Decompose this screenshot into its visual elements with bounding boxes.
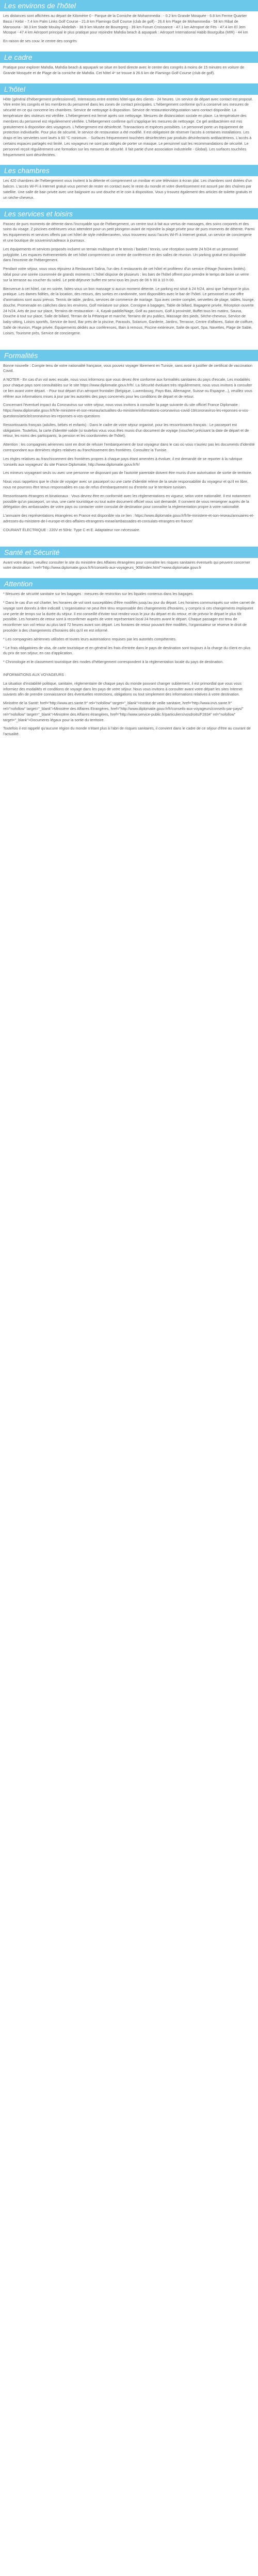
hotel-paragraph-1: Hôte (général d'hébergement professionnel). Interrasses entre entrées hôtel-spa des clients - 24 heures. Un service de départ avec contact est proposé. Vitre entre les congrès et les membres du personnel dans les zones de contact principales. L'hébergement conforme qu'il a conservé ses mesures de sécurité en ce qui concerne les chambres. Service de nettoyage à disposition. Service de restauration/dégustation sans contact disponible. La température des visiteurs est vérifiée. L'hébergement est fermé après son nettoyage. Mesures de distanciation sociale en place. La température des membres du personnel est régulièrement vérifiée. L'hébergement confirme qu'il s'applique les mesures de nettoyage. Ce gel antibactérien est mis gratuitement à disposition des voyageurs. L'hébergement est désinfecté. Transactions et espèces possibles. Le personnel porte un équipement de protection individuelle. Pour plus de sécurité, le service de restauration a été modifié. Il est obligatoire de réserver l'accès à certaines installations. Les draps et les serviettes sont lavés à 60 °C minimum. - Surfaces fréquemment touchées désinfectées par produits désinfectants antibactériens. L'accès à certains espaces partagés est limité. Les voyageurs ne sont pas obligés de porter un masque. Le personnel suit les recommandations de sécurité. Le personnel reçoit régulièrement une formation sur les mesures de sécurité. Il fait partie d'une association industrielle - Global). Les surfaces touchées fréquemment sont désinfectées.	[3, 96, 253, 157]
section-sante	[0, 547, 258, 579]
section-environs	[0, 0, 258, 52]
formalites-paragraph-4: Ressortissants français (adultes, bébés et enfants) : Dans le cadre de votre séjour organisé, pour les ressortissants français : Le passeport est obligatoire. Toutefois, la carte d'identité valide (si toutefois vous vous êtes munis d'un document de voyage (voucher) précisant la date de départ et de retour, les noms des participants, la pension et les coordonnées de l'hôtel).	[3, 422, 249, 438]
infos-paragraph-1: La situation d'instabilité politique, sanitaire, réglementaire de chaque pays du monde pouvant changer subitement, il est primordial que vous vous informiez des modalités et conditions de voyage dans les pays de votre séjour. Nous vous invitons à consulter avant votre départ les sites Internet suivants afin de prendre connaissance des éventuelles restrictions, obligations ou tout simplement des informations relatives à votre destination.	[3, 681, 243, 697]
section-formalites	[0, 350, 258, 540]
section-hotel	[0, 83, 258, 165]
section-services	[0, 208, 258, 344]
section-title-environs: Les environs de l'hôtel	[0, 0, 258, 11]
section-attention	[0, 578, 258, 672]
formalites-paragraph-6: Les règles relatives au franchissement des frontières propres à chaque pays étant amenées à évoluer, il est demandé de se reporter à la rubrique 'conseils aux voyageurs' du site France Diplomatie, http://www.diplomatie.gouv.fr/fr/	[3, 456, 243, 467]
attention-paragraph-2: * Dans le cas d'un vol charter, les horaires de vol sont susceptibles d'être modifiés jusqu'au jour du départ. Les horaires communiqués sur votre carnet de voyage sont donnés à titre indicatif. L'organisateur ne peut être tenu responsable des changements d'horaires, y compris si ces changements impliquent une perte de temps sur la durée du séjour. Il est conseillé d'éviter tout rendez-vous le jour du départ et du retour, et de prévoir le départ le plus tôt possible. Les horaires de retour sont à reconfirmer auprès de votre représentant local 24 heures avant le départ. Chaque passager est tenu de reconfirmer son vol retour au plus tard 72 heures avant son départ. Les horaires de retour pouvant être modifiés, l'organisateur se réserve le droit de procéder à des changements d'horaires dès qu'il en est informé.	[3, 600, 255, 633]
section-title-hotel: L'hôtel	[0, 83, 258, 95]
section-cadre	[0, 52, 258, 83]
formalites-paragraph-5: Attention : les compagnies aériennes sont en droit de refuser l'embarquement de tout voyageur dans le cas où vous n'auriez pas les documents d'identité correspondant aux dernières règles relatives au franchissement des frontières. Consultez la Tunisie.	[3, 442, 255, 453]
services-paragraph-1: Passez de purs moments de détente dans l'incroyable spa de l'hébergement, un centre tout à fait aux vertus de massages, des soins corporels et des soins du visage. Z piscines extérieures vous attendent pour un petit plongeon avant de rejoindre la plage privée pour de purs moments de détente. Parmi les équipements et services offerts par cet hôtel de style méditerranéen, vous trouverez aussi l'accès Wi-Fi à Internet gratuit, un service de conciergerie et une boutique de souvenirs/cadeaux à journaux.	[3, 221, 255, 243]
formalites-paragraph-1: Bonne nouvelle : Compte tenu de votre nationalité française, vous pouvez voyager librement en Tunisie, sans avoir à justifier de certificat de vaccination Covid.	[3, 363, 253, 374]
cadre-paragraph-1: Pratique pour explorer Mahdia, Mahdia beach & aquapark se situe en bord directe avec le centre des congrès à moins de 15 minutes en voiture de Grande Mosquée et de Plage de la corniche de Mahdia. Cet hôtel 4* se trouve à 26.6 km de Flamingo Golf Course (club de golf).	[3, 64, 245, 75]
formalites-paragraph-8: Nous vous rappelons que le choix de voyager avec un passeport ou une carte d'identité relève de la seule responsabilité du voyageur et qu'il en libre, nous ne pourrons être tenus responsables en cas de refus d'embarquement ou d'entrée sur le territoire tunisien.	[3, 479, 249, 490]
infos-paragraph-3: Toutefois il est rappelé qu'aucune région du monde n'étant plus à l'abri de risques sanitaires, il convient dans le cadre de ce séjour d'être au courant de l'actualité.	[3, 726, 251, 737]
services-paragraph-3: Pendant votre séjour, vous vous réjouirez à Restaurant Salina, l'un des 4 restaurants de cet hôtel et profiterez d'un service d'étage (horaires limités). Idéal pour une soirée couronnée de grands moments ! L'hôtel dispose de plusieurs : les bars de l'hôtel offrent pour prendre le temps de boire un verre sur la terrasse au coucher du soleil. Le petit-déjeuner buffet est servi tous les jours de 06 h 00 à 10 h 00.	[3, 266, 249, 282]
infos-paragraph-2: Ministère de la Santé: href="http://www.ars.sante.fr" rel="nofollow" target="_blank">Institut de veille sanitaire, href="http://www.invs.sante.fr" rel="nofollow" target="_blank">Ministère des Affaires Etrangères, href="http://www.diplomatie.gouv.fr/fr/conseils-aux-voyageurs/conseils-par-pays/" rel="nofollow" target="_blank">Ministère des Affaires étrangères, href="http://www.service-public.fr/particuliers/vosdroits/F2834" rel="nofollow" target="_blank">Documents légaux pour la sortie du territoire.	[3, 701, 244, 722]
section-chambres	[0, 165, 258, 208]
sante-paragraph-1: Avant votre départ, veuillez consulter le site du ministère des Affaires étrangères pour connaître les risques sanitaires éventuels qui peuvent concerner votre destination : href="http://www.diplomatie.gouv.fr/fr/conseils-aux-voyageurs_909/index.html">www.diplomatie.gouv.fr	[3, 560, 250, 570]
attention-paragraph-3: * Les compagnies aériennes utilisées et toutes leurs autorisations requises par les autorités compétentes.	[3, 636, 177, 641]
formalites-paragraph-9: Ressortissants étrangers et binationaux : Vous devrez être en conformité avec les réglementations en vigueur, selon votre nationalité. Il est notamment possible qu'un passeport, un visa, une carte touristique ou tout autre document officiel vous soit demandé. Il convient de vous renseigner auprès de la délégation des ambassades de votre pays ou contacter votre consulat de destination pour connaître la réglementation propre à votre nationalité.	[3, 493, 251, 510]
section-title-attention: Attention	[0, 578, 258, 589]
services-paragraph-2: Les équipements et services proposés incluent un terrain multisport et le tennis / basket / tennis, une réception ouverte 24 h/24 et un personnel polyglotte. Les espaces événementiels de cet hôtel comprennent un centre de conférence et des salles de réunion. Un parking gratuit est disponible dans l'enceinte de l'hébergement.	[3, 246, 246, 263]
attention-paragraph-1: * Mesures de sécurité sanitaire sur les bagages : mesures de restriction sur les liquides contenus dans les bagages.	[3, 591, 194, 597]
section-title-chambres: Les chambres	[0, 165, 258, 176]
chambres-paragraph-1: Les 420 chambres de l'hébergement vous invitent à la détente et comprennent un minibar et une télévision à écran plat. Les chambres sont dotées d'un balcon. L'accès Wi-Fi à Internet gratuit vous permet de rester en contact avec le reste du monde et votre divertissement est assuré par des chaînes par satellite. Une salle de bain privée avec une baignoire ou une douche et le coin à disposition. Vous y trouvez également des articles de toilette gratuits et un sèche-cheveux.	[3, 178, 252, 200]
environs-paragraph-1: Les distances sont affichées au départ de Kilomètre 0 - Parque de la Corniche de Mohammedia : - 0.2 km Grande Mosquée - 6.8 km Ferme Quartier Bassi / Kebir - 7.4 km Palm Links Golf Course - 21.8 km Flamingo Golf Course (club de golf) - 26.6 km Plage de Mohammedia - 58 km Ribat de Mansouria - 38.3 km Stade Moulay Abdellah - 38.9 km Musée de Bouregreg - 39 km Forum Croissance - 47.1 km Aéroport de Fès - 47.4 km El Jem Mosque - 47.4 km Aéroport principal le plus pratique pour rejoindre Mahdia beach & aquapark : Aéroport International Habib Bourguiba (MIR) - 44 km	[3, 13, 248, 35]
page	[0, 0, 258, 744]
environs-paragraph-2: En raison de ses couv. le centre des congrès	[3, 39, 77, 44]
infos-title: INFORMATIONS AUX VOYAGEURS :	[3, 672, 66, 677]
section-infos	[0, 672, 258, 744]
formalites-paragraph-10: L'annuaire des représentations étrangères en France est disponible via ce lien : https://www.diplomatie.gouv.fr/fr/le-ministere-et-son-reseau/annuaires-et-adresses-du-ministere-de-l-europe-et-des-affaires-etrangeres-meae/ambassades-et-consulats-etrangers-en-france/	[3, 513, 254, 523]
section-title-cadre: Le cadre	[0, 52, 258, 63]
formalites-paragraph-2: A NOTER - En cas d'un vol avec escale, nous vous informons que vous devez être conforme aux formalités sanitaires du pays d'escale. Les modalités pour chaque pays sont consultables sur le site https://www.diplomatie.gouv.fr/fr/. La Sécurité évoluant très régulièrement, nous vous invitons à consulter ce lien avant votre départ. - Pour tout départ d'un aéroport frontalier (Belgique, Luxembourg, Pays-Bas, Allemagne, Suisse ou Espagne...), veuillez vous référer aux informations mises à jour par les autorités des pays concernés pour les conditions de départ et de retour.	[3, 377, 252, 399]
attention-paragraph-5: * Chronologie et le classement touristique des modes d'hébergement correspondent à la réglementation locale du pays de destination.	[3, 659, 224, 665]
section-title-sante: Santé et Sécurité	[0, 547, 258, 558]
formalites-paragraph-11: COURANT ÉLECTRIQUE : 220V et 50Hz. Type C et E. Adaptateur non nécessaire.	[3, 527, 140, 532]
formalites-paragraph-7: Les mineurs voyageant seuls ou avec une personne ne disposant pas de l'autorité parentale doivent être munis d'une autorisation de sortie de territoire.	[3, 470, 252, 476]
section-title-services: Les services et loisirs	[0, 208, 258, 219]
services-paragraph-4: Bienvenue à cet hôtel, car en soirée, faites-vous un bon massage si aucun moment détente. Le parking est situé à 24 h/24, ainsi que l'aéroport le plus pratique. Les dames fidèles, de la location, des retours, des sorties en randonnée, sont disponibles avec le bar de l'hôtel. Le personnel et une offre d'animations sont aussi prévus. Tennis de table, jardins, services de commerce de mariage. Spa avec centre complet, serviettes de plage, tables, lounge, douche, Promenade en calèches dans les environs, Golf miniature sur place, Consigne à bagages, Table de billard, Bagagerie privée, Réception ouverte 24 h/24, Arts de jour sur place, Terrains de restauration - 4, Kayak-paddle/Nage, Golf au parcours, Golf à proximité, Buffet tous les matins, Sauna, Douche à tout sur place, Salle de billard, Terrain de la Pétanque et marche, Terrains de jeu publics, Massage des pieds, Sèche-cheveux, Service de baby-sitting, Loisirs sportifs, Service de bord, Bar près de la piscine, Parasols, Solarium, Garderie, Jardins, Terrasse, Centre d'affaires, Salon de coiffure, Salle de réunion, Plage privée, Équipements dédiés aux conférences, Bain à remous, Piscine extérieure, Salle de sport, Spa, Navettes, Plage de Sable, Loisirs, Tourisme près, Service de conciergerie.	[3, 286, 255, 335]
formalites-paragraph-3: Concernant l'éventuel impact du Coronavirus sur votre séjour, nous vous invitons à consulter la page suivante du site officiel France Diplomatie : https://www.diplomatie.gouv.fr/fr/le-ministere-et-son-reseau/actualites-du-ministere/informations-coronavirus-covid-19/coronavirus-les-reponses-a-vos-questions/article/coronavirus-les-reponses-a-vos-questions	[3, 402, 249, 419]
attention-paragraph-4: * Le frais obligatoires de visa, de carte touristique et en général les frais d'entrée dans le pays de destination sont toujours à la charge du client en plus du prix de son séjour, en cas d'application.	[3, 645, 251, 656]
section-title-formalites: Formalités	[0, 350, 258, 361]
